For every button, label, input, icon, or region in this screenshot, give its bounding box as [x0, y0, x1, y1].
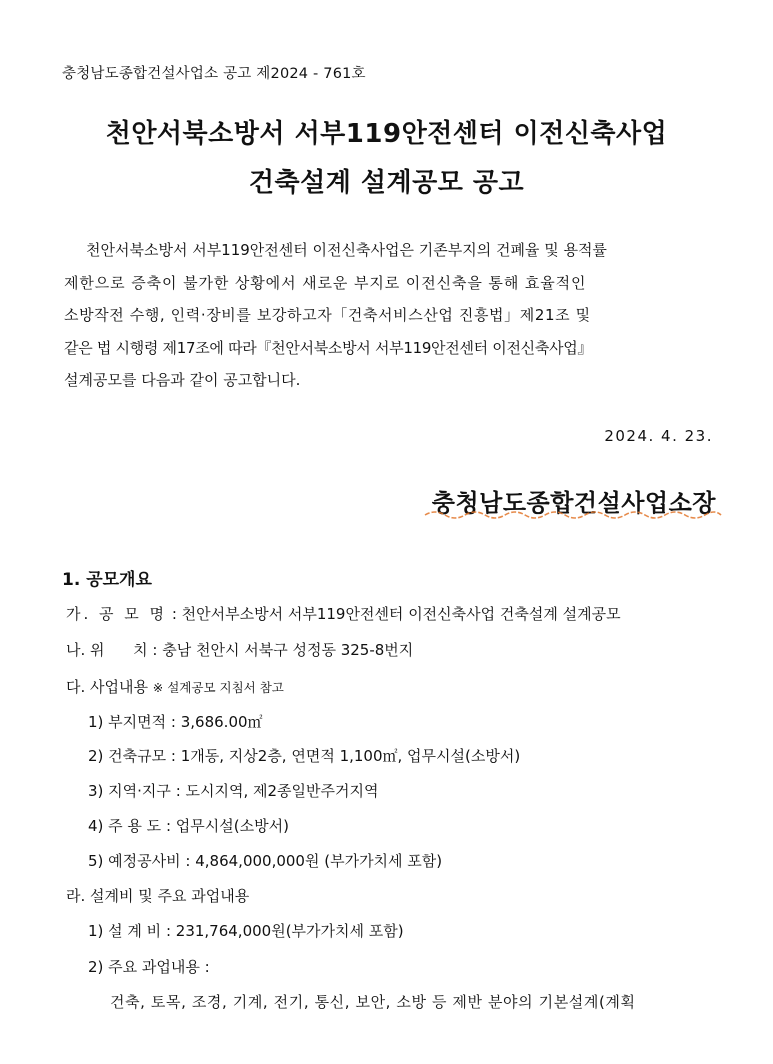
da-item-4-value: 업무시설(소방서): [175, 817, 289, 835]
intro-line: 소방작전 수행, 인력·장비를 보강하고자「건축서비스산업 진흥법」제21조 및: [64, 306, 591, 324]
da-item-5-value: 4,864,000,000원 (부가가치세 포함): [195, 852, 443, 870]
item-ra: [66, 885, 249, 906]
item-ga: 가. 공 모 명 : 천안서부소방서 서부119안전센터 이전신축사업 건축설계 설계공모: [66, 605, 621, 623]
ra-item-1: 1) 설 계 비 : 231,764,000원(부가가치세 포함): [88, 922, 404, 940]
item-na-label: 나. 위 치: [66, 641, 148, 659]
item-da: [66, 676, 284, 697]
da-item-3: 3) 지역·지구 : 도시지역, 제2종일반주거지역: [88, 782, 379, 800]
notice-number: 충청남도종합건설사업소 공고 제2024 - 761호: [62, 66, 366, 82]
intro-line: 천안서북소방서 서부119안전센터 이전신축사업은 기존부지의 건폐율 및 용적률: [86, 241, 607, 259]
title-line-2: 건축설계 설계공모 공고: [248, 168, 525, 198]
item-ra-label: 라. 설계비 및 주요 과업내용: [66, 887, 250, 905]
intro-line: 제한으로 증축이 불가한 상황에서 새로운 부지로 이전신축을 통해 효율적인: [64, 273, 587, 292]
da-item-1-value: 3,686.00㎡: [180, 713, 263, 731]
ra-item-1-value: 231,764,000원(부가가치세 포함): [175, 922, 404, 940]
da-item-2-value: 1개동, 지상2층, 연면적 1,100㎡, 업무시설(소방서): [180, 747, 521, 765]
intro-line: 설계공모를 다음과 같이 공고합니다.: [64, 371, 301, 389]
ra-detail: 건축, 토목, 조경, 기계, 전기, 통신, 보안, 소방 등 제반 분야의 기본설계(계획: [110, 993, 636, 1011]
item-na: 나. 위 치 : 충남 천안시 서북구 성정동 325-8번지: [66, 641, 414, 659]
issuer-name: 충청남도종합건설사업소장: [431, 489, 716, 517]
intro-line: 같은 법 시행령 제17조에 따라『천안서북소방서 서부119안전센터 이전신축사업』: [64, 338, 593, 357]
intro-paragraph: [64, 234, 718, 397]
da-item-5: 5) 예정공사비 : 4,864,000,000원 (부가가치세 포함): [88, 852, 443, 870]
da-item-3-value: 도시지역, 제2종일반주거지역: [185, 782, 379, 800]
da-item-4-label: 4) 주 용 도: [88, 817, 162, 835]
item-ga-label: 가. 공 모 명: [66, 605, 168, 623]
title-line-1: 천안서북소방서 서부119안전센터 이전신축사업: [105, 119, 668, 149]
ra-item-1-label: 1) 설 계 비: [88, 922, 162, 940]
da-item-4: 4) 주 용 도 : 업무시설(소방서): [88, 817, 289, 835]
da-item-2-label: 2) 건축규모: [88, 747, 167, 765]
section-heading: 1. 공모개요: [62, 570, 152, 590]
item-da-note: ※ 설계공모 지침서 참고: [152, 680, 284, 695]
da-item-3-label: 3) 지역·지구: [88, 782, 171, 800]
ra-item-2-label: 2) 주요 과업내용: [88, 958, 200, 976]
da-item-1: 1) 부지면적 : 3,686.00㎡: [88, 713, 263, 731]
da-item-1-label: 1) 부지면적: [88, 713, 167, 731]
seal-stamp-mark: [423, 508, 723, 522]
item-ga-value: 천안서부소방서 서부119안전센터 이전신축사업 건축설계 설계공모: [181, 605, 621, 623]
ra-item-2: 2) 주요 과업내용 :: [88, 958, 210, 976]
da-item-2: 2) 건축규모 : 1개동, 지상2층, 연면적 1,100㎡, 업무시설(소방서): [88, 747, 521, 765]
da-item-5-label: 5) 예정공사비: [88, 852, 181, 870]
item-da-label: 다. 사업내용: [66, 678, 148, 696]
item-na-value: 충남 천안시 서북구 성정동 325-8번지: [162, 641, 414, 659]
notice-date: 2024. 4. 23.: [604, 427, 713, 445]
